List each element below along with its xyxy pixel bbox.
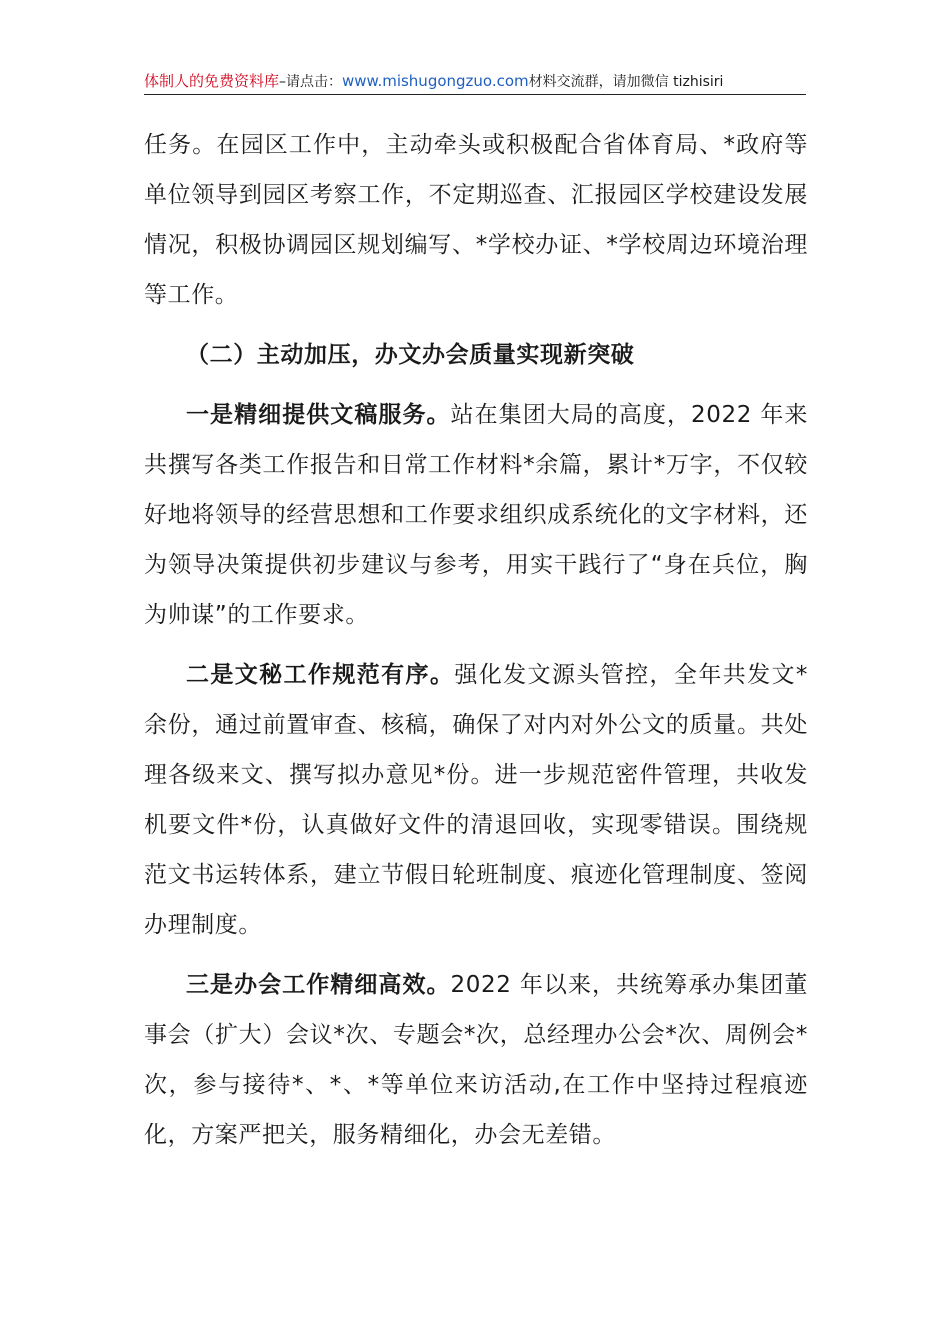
- item-3-lead: 三是办会工作精细高效。: [186, 972, 451, 998]
- header-contact: 材料交流群，请加微信 tizhisiri: [528, 74, 724, 90]
- paragraph-item-2: [144, 650, 808, 950]
- item-1-lead: 一是精细提供文稿服务。: [186, 402, 451, 428]
- paragraph-item-1: [144, 390, 808, 640]
- item-2-lead: 二是文秘工作规范有序。: [186, 662, 455, 688]
- item-1-body: 站在集团大局的高度，2022 年来共撰写各类工作报告和日常工作材料*余篇，累计*万字，不仅较好地将领导的经营思想和工作要求组织成系统化的文字材料，还为领导决策提供初步建议与参考，用实干践行了“身在兵位，胸为帅谋”的工作要求。: [144, 402, 808, 628]
- paragraph-intro: 任务。在园区工作中，主动牵头或积极配合省体育局、*政府等单位领导到园区考察工作，不定期巡查、汇报园区学校建设发展情况，积极协调园区规划编写、*学校办证、*学校周边环境治理等工作。: [144, 132, 808, 308]
- item-3-body: 2022 年以来，共统筹承办集团董事会（扩大）会议*次、专题会*次，总经理办公会*次、周例会*次，参与接待*、*、*等单位来访活动,在工作中坚持过程痕迹化，方案严把关，服务精细化，办会无差错。: [144, 972, 808, 1148]
- document-body: [144, 120, 808, 1160]
- header-brand: 体制人的免费资料库: [144, 72, 280, 90]
- page-header: [144, 70, 806, 95]
- header-link[interactable]: www.mishugongzuo.com: [342, 72, 529, 90]
- header-prompt: –请点击：: [279, 74, 343, 90]
- item-2-body: 强化发文源头管控，全年共发文*余份，通过前置审查、核稿，确保了对内对外公文的质量。共处理各级来文、撰写拟办意见*份。进一步规范密件管理，共收发机要文件*份，认真做好文件的清退回收，实现零错误。围绕规范文书运转体系，建立节假日轮班制度、痕迹化管理制度、签阅办理制度。: [144, 662, 808, 938]
- section-heading: （二）主动加压，办文办会质量实现新突破: [186, 342, 635, 368]
- paragraph-item-3: [144, 960, 808, 1160]
